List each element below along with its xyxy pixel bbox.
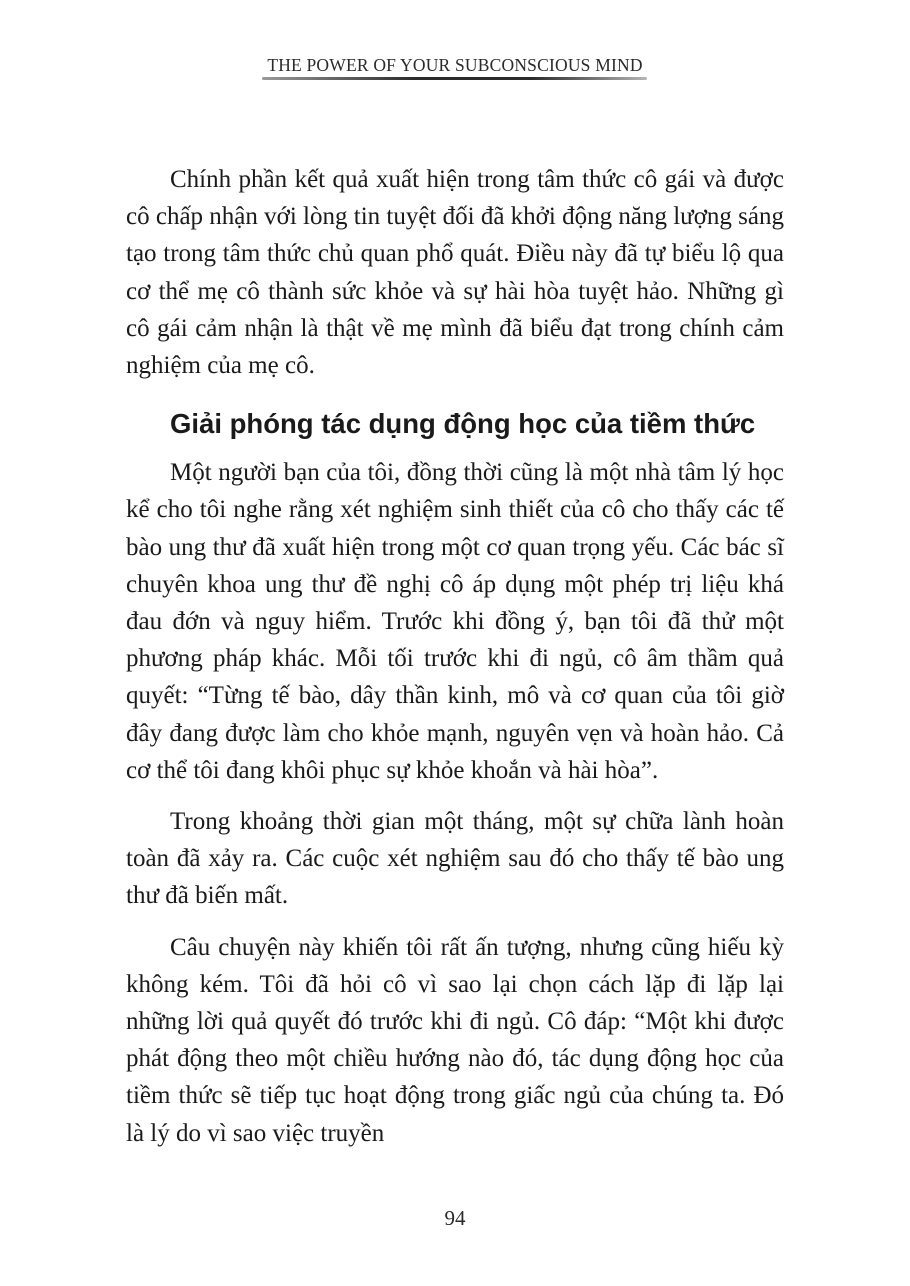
paragraph-gap <box>126 789 784 803</box>
running-header: THE POWER OF YOUR SUBCONSCIOUS MIND <box>267 55 643 75</box>
header-rule <box>262 77 647 80</box>
paragraph: Trong khoảng thời gian một tháng, một sự chữa lành hoàn toàn đã xảy ra. Các cuộc xét nghiệm sau đó cho thấy tế bào ung thư đã biến mất. <box>126 808 784 910</box>
page-number: 94 <box>444 1206 466 1230</box>
paragraph: Một người bạn của tôi, đồng thời cũng là một nhà tâm lý học kể cho tôi nghe rằng xét nghiệm sinh thiết của cô cho thấy các tế bào ung thư đã xuất hiện trong một cơ quan trọng yếu. Các bác sĩ chuyên khoa ung thư đề nghị cô áp dụng một phép trị liệu khá đau đớn và nguy hiểm. Trước khi đồng ý, bạn tôi đã thử một phương pháp khác. Mỗi tối trước khi đi ngủ, cô âm thầm quả quyết: “Từng tế bào, dây thần kinh, mô và cơ quan của tôi giờ đây đang được làm cho khỏe mạnh, nguyên vẹn và hoàn hảo. Cả cơ thể tôi đang khôi phục sự khỏe khoắn và hài hòa”. <box>126 459 784 784</box>
page-body <box>126 161 784 1152</box>
paragraph: Câu chuyện này khiến tôi rất ấn tượng, nhưng cũng hiếu kỳ không kém. Tôi đã hỏi cô vì sao lại chọn cách lặp đi lặp lại những lời quả quyết đó trước khi đi ngủ. Cô đáp: “Một khi được phát động theo một chiều hướng nào đó, tác dụng động học của tiềm thức sẽ tiếp tục hoạt động trong giấc ngủ của chúng ta. Đó là lý do vì sao việc truyền <box>126 933 784 1147</box>
section-heading: Giải phóng tác dụng động học của tiềm thức <box>170 408 756 440</box>
paragraph: Chính phần kết quả xuất hiện trong tâm thức cô gái và được cô chấp nhận với lòng tin tuyệt đối đã khởi động năng lượng sáng tạo trong tâm thức chủ quan phổ quát. Điều này đã tự biểu lộ qua cơ thể mẹ cô thành sức khỏe và sự hài hòa tuyệt hảo. Những gì cô gái cảm nhận là thật về mẹ mình đã biểu đạt trong chính cảm nghiệm của mẹ cô. <box>126 166 784 380</box>
paragraph-gap <box>126 915 784 929</box>
